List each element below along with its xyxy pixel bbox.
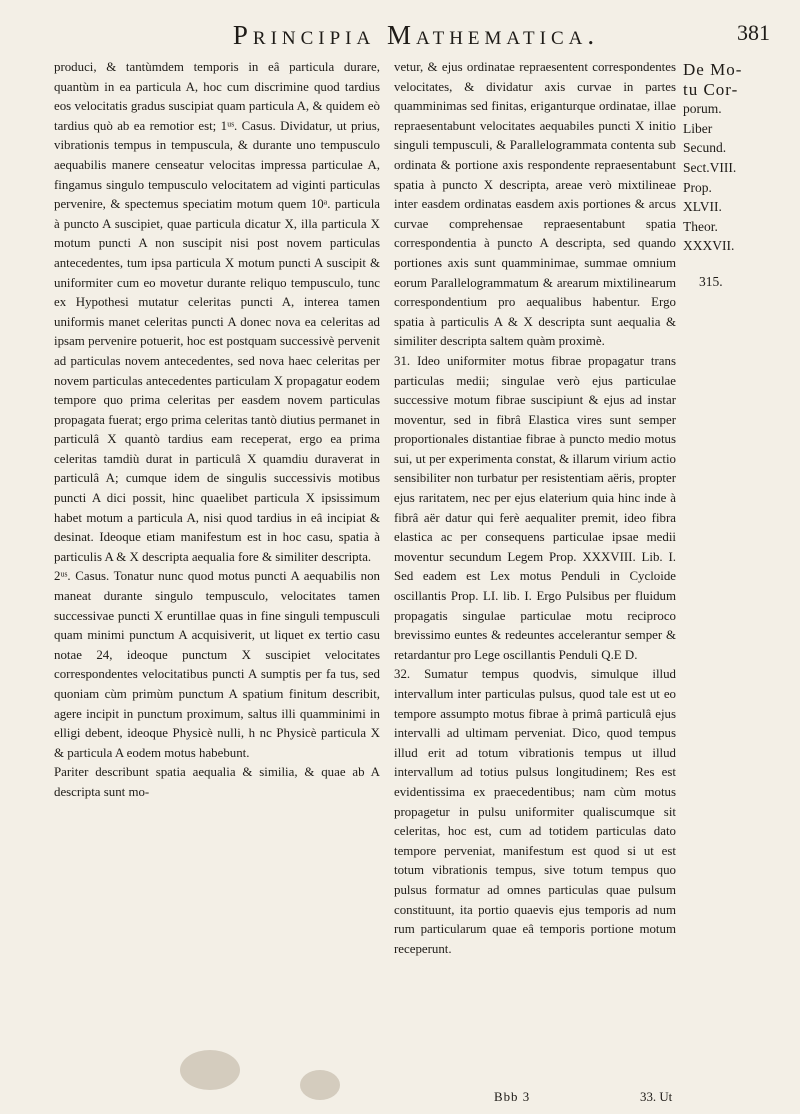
margin-line: Sect.VIII. — [683, 159, 737, 175]
margin-line: tu Cor- — [683, 79, 739, 99]
signature-mark: Bbb 3 — [494, 1090, 531, 1104]
margin-line: 315. — [699, 273, 723, 289]
left-text-column — [54, 58, 380, 803]
catchword: 33. Ut — [640, 1090, 673, 1104]
margin-line: De Mo- — [683, 60, 743, 79]
margin-line: Secund. — [683, 140, 727, 156]
margin-line: XXXVII. — [683, 238, 735, 254]
margin-line: Liber — [683, 120, 713, 136]
margin-line: XLVII. — [683, 199, 722, 215]
paragraph: 31. Ideo uniformiter motus fibrae propagatur trans particulas medii; singulae verò ejus particulae successive motum fibrae suscipiunt & ejus ad instar moventur, sed in fibrâ Elastica vires sunt semper proportionales distantiae fibrae à puncto medio motus sui, ut per experimenta constat, & illarum virium actio sensibiliter non turbatur per resistentiam aëris, propter ejus raritatem, nec per ejus elaterium quia hinc inde à fibrâ aër datur qui ferè aequaliter premit, ideo fibra elastica ac per consequens particulae ipsae medii moventur secundum Legem Prop. XXXVIII. Lib. I. Sed eadem est Lex motus Penduli in Cycloide oscillantis Prop. LI. lib. I. Ergo Pulsibus per fluidum propagatis singulae particulae motu reciproco brevissimo euntes & redeuntes accelerantur semper & retardantur pro Lege oscillantis Penduli Q.E D. — [394, 353, 676, 662]
margin-line: porum. — [683, 101, 722, 117]
paragraph: 2ᵘˢ. Casus. Tonatur nunc quod motus puncti A aequabilis non maneat durante singulo tempusculo, velocitates tamen successivae puncti X eruntillae quas in fine singuli tempusculi quam minimi punctum A acquisiverit, ut liquet ex tertio casu notae 24, ideoque punctum X suscipiet velocitates correspondentes velocitatibus puncti A sumptis per fa tus, sed quoniam cùm primùm punctum A spatium finitum describit, agere incipit in punctum proximum, saltus illi quamminimi in elligi debent, ideoque Physicè nulli, h nc Physicè particula X & particula A eodem motus habebunt. — [54, 569, 380, 760]
paragraph: vetur, & ejus ordinatae repraesentent correspondentes velocitates, & dividatur axis curvae in partes quamminimas sed finitas, eriganturque ordinatae, illae repraesentabunt velocitates aequabiles puncti X initio singuli tempusculi, & Parallelogrammata contenta sub ordinata & portione axis respondente repraesentabunt spatia à puncto X descripta, areae verò mixtilineae inter easdem ordinatas easdem axis portiones & arcus curvae comprehensae repraesentabunt spatia correspondentia à puncto A descripta, sed quando portiones axis sunt quamminimae, summae omnium eorum Parallelogrammatum & arearum mixtilinearum correspondentium pro aequalibus habentur. Ergo spatia à particulis A & X descripta sunt aequalia & similiter descripta saltem quàm proximè. — [394, 60, 676, 349]
margin-line: Prop. — [683, 179, 712, 195]
paragraph: Pariter describunt spatia aequalia & similia, & quae ab A descripta sunt mo- — [54, 765, 380, 799]
paper-stain — [300, 1070, 340, 1100]
running-title: Principia Mathematica. — [232, 19, 600, 50]
paragraph: 32. Sumatur tempus quodvis, simulque illud intervallum inter particulas pulsus, quod tale est ut eo tempore assumpto motus fibrae à primâ particulâ ejus intervalli ad ultimam perveniat. Dico, quod tempus illud erit ad totum vibrationis tempus ut illud intervallum ad totius pulsus longitudinem; Res est evidentissima ex praecedentibus; nam cùm motus propagetur in pulsu uniformiter qualiscumque sit celeritas, hoc est, cum ad totidem particulas dato tempore perveniat, manifestum est quod si ut est totum vibrationis tempus, sive totum tempus quo pulsus formatur ad omnes particulas quae pulsum constituunt, ita portio quaevis ejus temporis ad num rum particularum quae eâ temporis portione motum receperunt. — [394, 667, 676, 956]
paper-stain — [180, 1050, 240, 1090]
page-number: 381 — [737, 20, 770, 45]
paragraph: produci, & tantùmdem temporis in eâ particula durare, quantùm in ea particula A, hoc cum discrimine quod tardius eos velocitatis gradus suscipiat quam particula A, & quidem eò tardius quò ab ea remotior est; 1ᵘˢ. Casus. Dividatur, ut prius, vibrationis tempus in tempuscula, & durante uno tempusculo aequabilis manere censeatur velocitas impressa particulae A, fingamus singulo tempusculo velocitatem ad viginti particulas pervenire, & spectemus speciatim motum quem 10ᵃ. particula à puncto A suscipiet, quae particula dicatur X, illa particula X motum puncti A non suscipit nisi post novem particulas antecedentes, tum ipsa particula X motum puncti A suscipit & uniformiter cum eo movetur durante reliquo tempusculo, tunc ex Hypothesi mutatur celeritas puncti A, interea tamen uniformis manet celeritas puncti A donec nova ea celeritas ad ipsam pervenire potuerit, hoc est postquam successivè pervenit ad particulas novem antecedentes, sed nova haec celeritas per novem particulas antecedentes particulam X propagatur eodem tempore quo prima celeritas per easdem novem particulas propagata fuerat; ergo prima celeritas tantò diutius permanet in particulâ X quantò tardius eam receperat, ergo ea prima celeritas tamdiù durat in particulâ X quamdiu duraverat in particulâ A; cumque idem de singulis successivis motibus puncti A dici possit, hinc quaelibet particula X ipsissimum habet motum a particula A, nisi quod tardius in eâ incipiat & desinat. Ideoque etiam manifestum est in hoc casu, spatia à particulis A & X descripta aequalia fore & similiter descripta. — [54, 60, 380, 564]
margin-line: Theor. — [683, 218, 718, 234]
marginal-note — [683, 60, 795, 292]
right-text-column — [394, 58, 676, 959]
